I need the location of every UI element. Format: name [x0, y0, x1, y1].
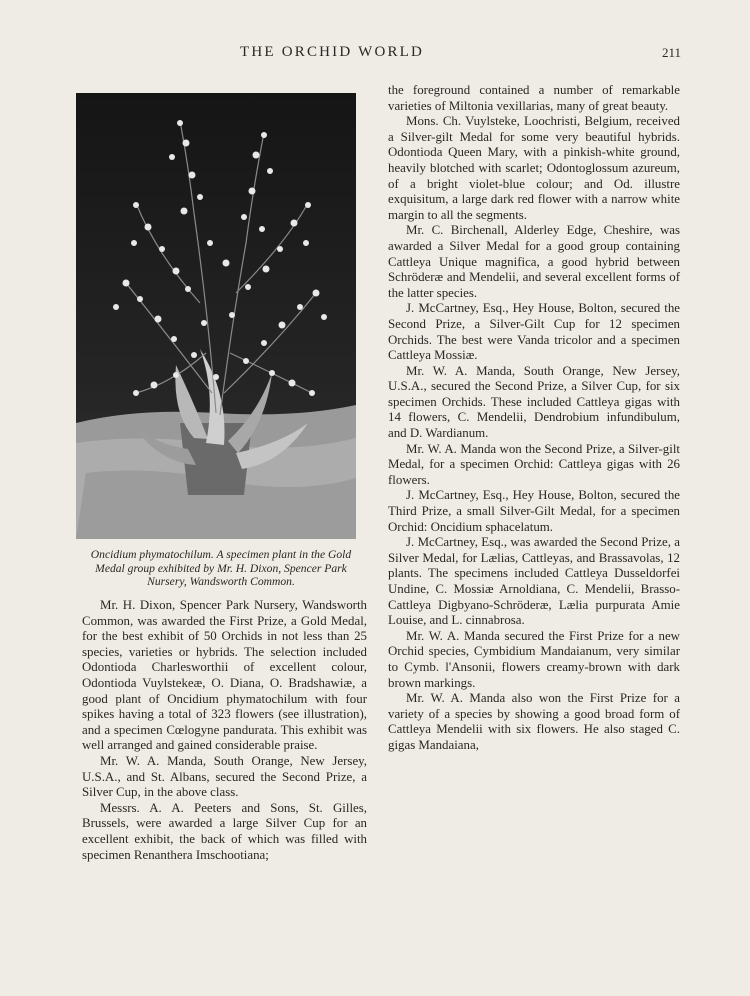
paragraph: J. McCartney, Esq., Hey House, Bolton, secured the Second Prize, a Silver-Gilt Cup for 12 specimen Orchids. The best were Vanda tricolor and a specimen Cattleya Mossiæ.	[388, 301, 680, 363]
paragraph: J. McCartney, Esq., Hey House, Bolton, secured the Third Prize, a small Silver-Gilt Medal, for a specimen Orchid: Oncidium sphacelatum.	[388, 488, 680, 534]
paragraph: Mr. H. Dixon, Spencer Park Nursery, Wandsworth Common, was awarded the First Prize, a Gold Medal, for the best exhibit of 50 Orchids in not less than 25 species, varieties or hybrids. The selection included Odontioda Charlesworthii of excellent colour, Odontioda Vuylstekeæ, O. Diana, O. Bradshawiæ, a good plant of Oncidium phymatochilum with four spikes having a total of 323 flowers (see illustration), and a specimen Cœlogyne pandurata. This exhibit was well arranged and gained considerable praise.	[82, 598, 367, 753]
paragraph: Mr. C. Birchenall, Alderley Edge, Cheshire, was awarded a Silver Medal for a good group containing Cattleya Unique magnifica, a good hybrid between Schröderæ and Mendelii, and several excellent forms of the latter species.	[388, 223, 680, 300]
paragraph: Mr. W. A. Manda, South Orange, New Jersey, U.S.A., and St. Albans, secured the Second Prize, a Silver Cup, in the above class.	[82, 753, 367, 800]
paragraph: the foreground contained a number of remarkable varieties of Miltonia vexillarias, many of great beauty.	[388, 83, 680, 113]
paragraph: Mr. W. A. Manda won the Second Prize, a Silver-gilt Medal, for a specimen Orchid: Cattleya gigas with 26 flowers.	[388, 441, 680, 487]
paragraph: Mons. Ch. Vuylsteke, Loochristi, Belgium, received a Silver-gilt Medal for some very beautiful hybrids. Odontioda Queen Mary, with a pinkish-white ground, heavily blotched with scarlet; Odontoglossum azureum, of a bright violet-blue colour; and Od. illustre exquisitum, a large dark red flower with a narrow white margin to all the segments.	[388, 114, 680, 222]
right-column	[388, 83, 680, 754]
paragraph: Mr. W. A. Manda also won the First Prize for a variety of a species by showing a good broad form of Cattleya Mendelii with six flowers. He also staged C. gigas Mandaiana,	[388, 691, 680, 752]
left-column	[82, 598, 367, 863]
paragraph: Mr. W. A. Manda, South Orange, New Jersey, U.S.A., secured the Second Prize, a Silver Cup, for six specimen Orchids. These included Cattleya gigas with 14 flowers, C. Mendelii, Dendrobium infundibulum, and D. Wardianum.	[388, 363, 680, 441]
paragraph: Messrs. A. A. Peeters and Sons, St. Gilles, Brussels, were awarded a large Silver Cup for an excellent exhibit, the back of which was filled with specimen Renanthera Imschootiana;	[82, 800, 367, 862]
orchid-photograph	[76, 93, 356, 539]
paragraph: Mr. W. A. Manda secured the First Prize for a new Orchid species, Cymbidium Mandaianum, very similar to Cymb. l'Ansonii, flowers creamy-brown with dark brown markings.	[388, 628, 680, 690]
figure-caption: Oncidium phymatochilum. A specimen plant in the Gold Medal group exhibited by Mr. H. Dixon, Spencer Park Nursery, Wandsworth Common.	[90, 548, 352, 589]
running-title: THE ORCHID WORLD	[240, 44, 425, 60]
paragraph: J. McCartney, Esq., was awarded the Second Prize, a Silver Medal, for Lælias, Cattleyas, and Brassavolas, 12 plants. The specimens included Cattleya Dusseldorfei Undine, C. Mossiæ Arnoldiana, C. Mendelii, Brasso-Cattleya Digbyano-Schröderæ, Lælia purpurata Amie Louise, and L. cinnabrosa.	[388, 535, 680, 628]
page-number: 211	[662, 45, 682, 60]
